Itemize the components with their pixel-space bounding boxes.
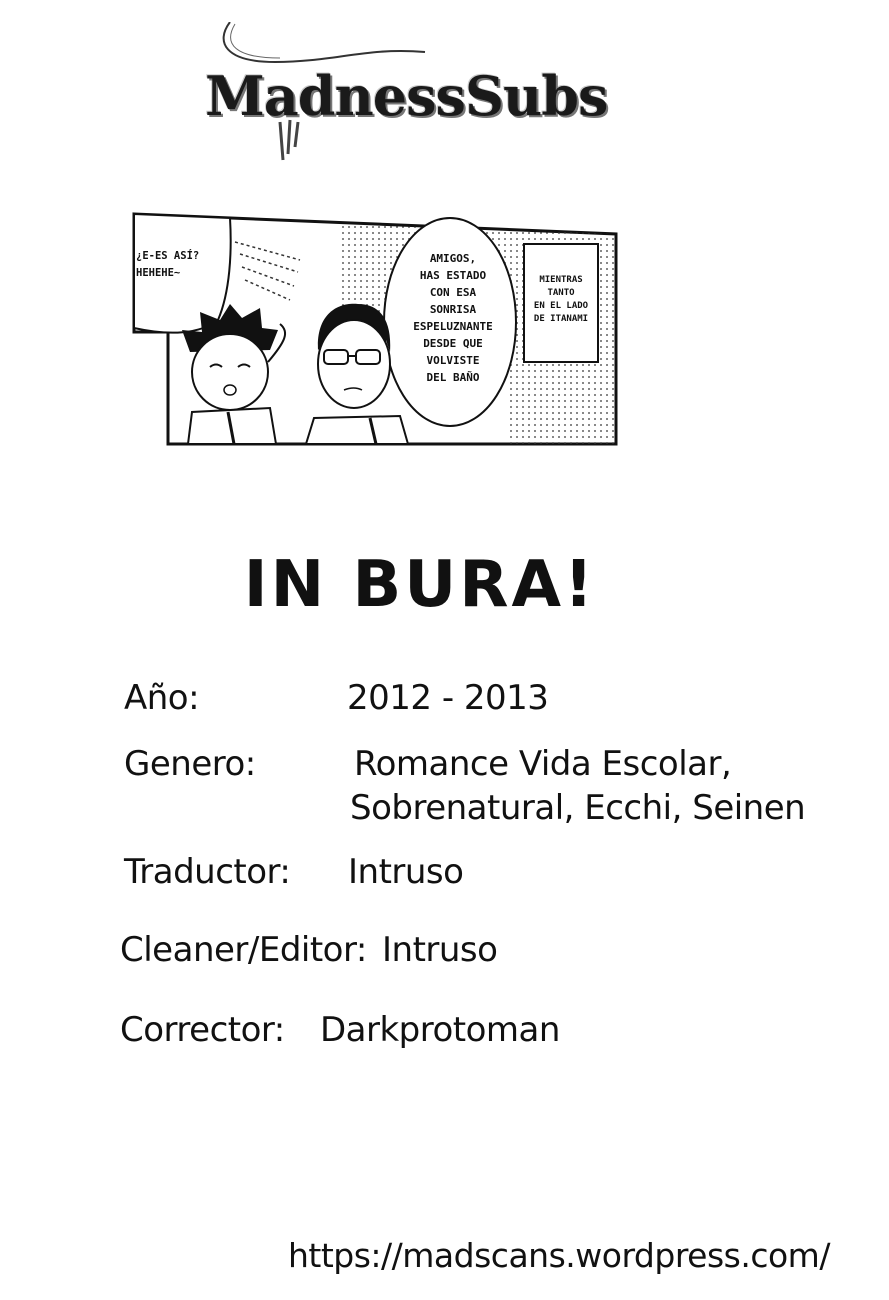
translator-label: Traductor: xyxy=(124,852,291,892)
madnesssubs-logo xyxy=(195,22,645,162)
genre-value-line2: Sobrenatural, Ecchi, Seinen xyxy=(350,788,806,828)
year-label: Año: xyxy=(124,678,200,718)
manga-panel xyxy=(130,212,618,448)
cleaner-editor-value: Intruso xyxy=(382,930,498,970)
speech-bubble-center: AMIGOS, HAS ESTADO CON ESA SONRISA ESPELUZNANTE DESDE QUE VOLVISTE DEL BAÑO xyxy=(413,252,493,384)
series-title: IN BURA! xyxy=(243,548,597,622)
year-value: 2012 - 2013 xyxy=(347,678,549,718)
translator-value: Intruso xyxy=(348,852,464,892)
corrector-label: Corrector: xyxy=(120,1010,285,1050)
cleaner-editor-label: Cleaner/Editor: xyxy=(120,930,367,970)
logo-text: MadnessSubs xyxy=(205,64,608,128)
genre-label: Genero: xyxy=(124,744,256,784)
speech-bubble-left: ¿E-ES ASÍ? HEHEHE~ xyxy=(136,250,200,279)
genre-value-line1: Romance Vida Escolar, xyxy=(354,744,732,784)
caption-box: MIENTRAS TANTO EN EL LADO DE ITANAMI xyxy=(533,275,589,324)
corrector-value: Darkprotoman xyxy=(320,1010,560,1050)
website-url: https://madscans.wordpress.com/ xyxy=(288,1236,830,1275)
